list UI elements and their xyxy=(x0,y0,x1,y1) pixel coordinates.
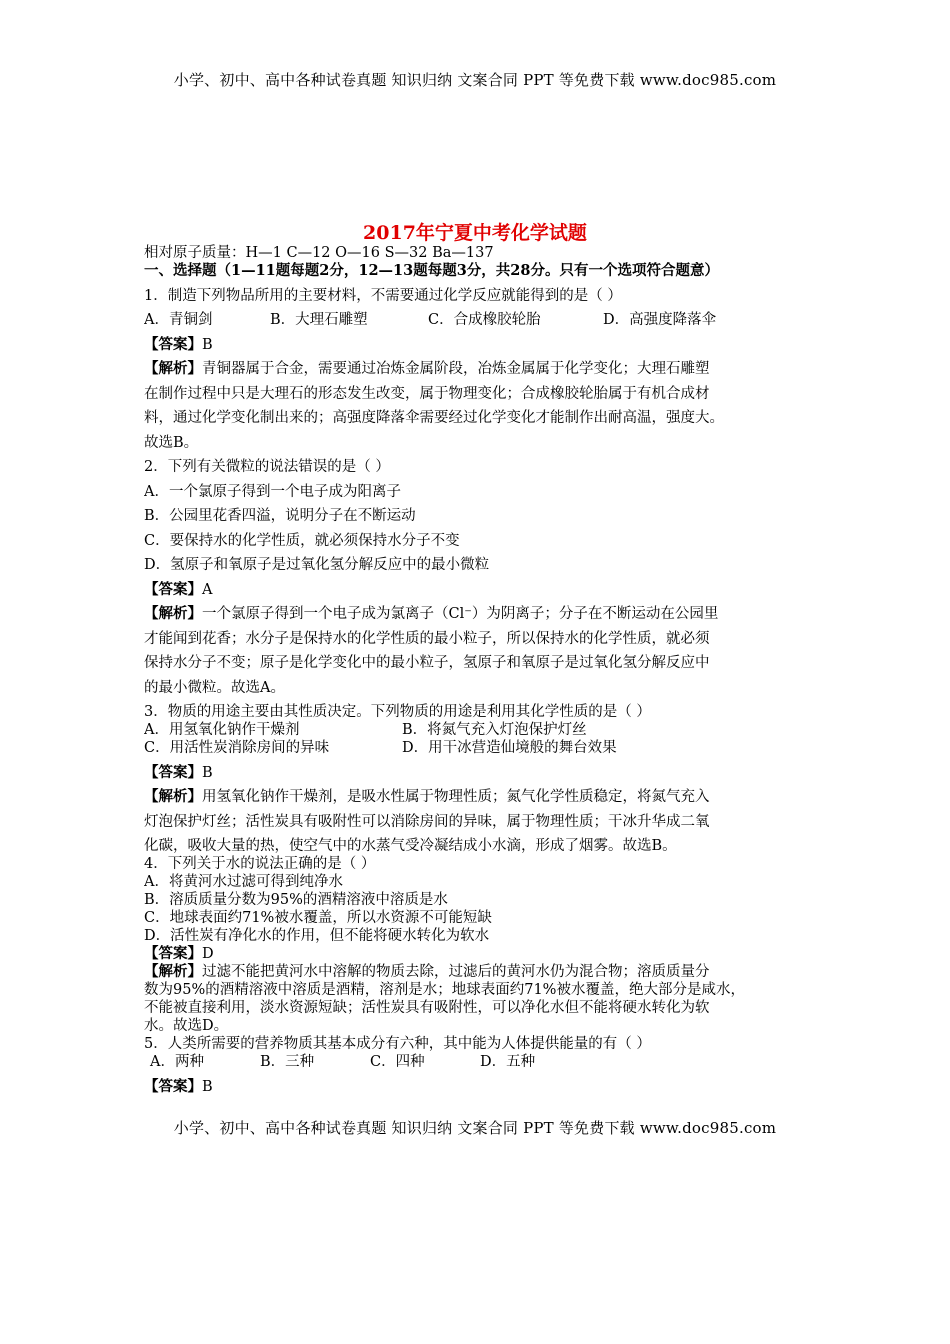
answer-tag: 【答案】 xyxy=(144,763,202,781)
analysis-text: 在制作过程中只是大理石的形态发生改变，属于物理变化；合成橡胶轮胎属于有机合成材 xyxy=(144,385,710,402)
analysis-text: 一个氯原子得到一个电子成为氯离子（Cl⁻）为阴离子；分子在不断运动在公园里 xyxy=(202,606,719,622)
answer-line xyxy=(144,945,824,963)
analysis-line xyxy=(144,605,824,623)
option-a: A．用氢氧化钠作干燥剂 xyxy=(144,722,300,738)
analysis-text: 用氢氧化钠作干燥剂，是吸水性属于物理性质；氮气化学性质稳定，将氮气充入 xyxy=(202,789,710,805)
exam-content xyxy=(144,244,824,1096)
option-c: C．合成橡胶轮胎 xyxy=(428,312,541,328)
analysis-text: 灯泡保护灯丝；活性炭具有吸附性可以消除房间的异味，属于物理性质；干冰升华成二氧 xyxy=(144,813,710,830)
question-2 xyxy=(144,458,824,697)
analysis-text: 料，通过化学变化制出来的；高强度降落伞需要经过化学变化才能制作出耐高温，强度大。 xyxy=(144,410,724,426)
analysis-text: 故选B。 xyxy=(144,434,199,451)
analysis-text: 才能闻到花香；水分子是保持水的化学性质的最小粒子，所以保持水的化学性质，就必须 xyxy=(144,630,710,647)
question-3 xyxy=(144,703,824,855)
question-stem: 5．人类所需要的营养物质其基本成分有六种，其中能为人体提供能量的有（ ） xyxy=(144,1036,651,1052)
analysis-text: 的最小微粒。故选A。 xyxy=(144,679,285,696)
answer-value: B xyxy=(202,1078,213,1095)
options-row xyxy=(144,1053,824,1071)
analysis-text: 保持水分子不变；原子是化学变化中的最小粒子，氢原子和氧原子是过氧化氢分解反应中 xyxy=(144,655,710,671)
option-a: A．两种 xyxy=(150,1054,204,1070)
option-d: D．活性炭有净化水的作用，但不能将硬水转化为软水 xyxy=(144,928,490,944)
analysis-tag: 【解析】 xyxy=(144,605,202,622)
analysis-line xyxy=(144,788,824,806)
analysis-tag: 【解析】 xyxy=(144,788,202,805)
option-d: D．五种 xyxy=(480,1054,536,1070)
question-stem: 3．物质的用途主要由其性质决定。下列物质的用途是利用其化学性质的是（ ） xyxy=(144,704,651,720)
question-stem: 2．下列有关微粒的说法错误的是（ ） xyxy=(144,459,390,475)
answer-line xyxy=(144,1078,824,1096)
answer-line xyxy=(144,764,824,782)
question-stem: 1．制造下列物品所用的主要材料，不需要通过化学反应就能得到的是（ ） xyxy=(144,287,622,304)
option-c: C．四种 xyxy=(370,1054,425,1070)
option-d: D．高强度降落伞 xyxy=(603,312,717,328)
option-b: B．公园里花香四溢，说明分子在不断运动 xyxy=(144,508,416,524)
option-b: B．溶质质量分数为95%的酒精溶液中溶质是水 xyxy=(144,892,448,908)
option-a: A．将黄河水过滤可得到纯净水 xyxy=(144,874,343,890)
analysis-line xyxy=(144,963,824,981)
option-c: C．地球表面约71%被水覆盖，所以水资源不可能短缺 xyxy=(144,910,492,926)
analysis-text: 水。故选D。 xyxy=(144,1018,229,1034)
page-header: 小学、初中、高中各种试卷真题 知识归纳 文案合同 PPT 等免费下载 www.doc985.com xyxy=(173,71,777,89)
option-b: B．将氮气充入灯泡保护灯丝 xyxy=(402,722,587,738)
question-4 xyxy=(144,855,824,1035)
analysis-text: 不能被直接利用，淡水资源短缺；活性炭具有吸附性，可以净化水但不能将硬水转化为软 xyxy=(144,1000,710,1016)
analysis-tag: 【解析】 xyxy=(144,963,202,980)
analysis-text: 数为95%的酒精溶液中溶质是酒精，溶剂是水；地球表面约71%被水覆盖，绝大部分是咸水， xyxy=(144,982,745,998)
option-b: B．三种 xyxy=(260,1054,315,1070)
analysis-tag: 【解析】 xyxy=(144,360,202,377)
page-footer: 小学、初中、高中各种试卷真题 知识归纳 文案合同 PPT 等免费下载 www.doc985.com xyxy=(173,1119,777,1137)
question-5 xyxy=(144,1035,824,1096)
answer-value: A xyxy=(202,581,213,598)
options-row xyxy=(144,739,824,757)
atomic-mass-line: 相对原子质量：H—1 C—12 O—16 S—32 Ba—137 xyxy=(144,245,494,261)
answer-tag: 【答案】 xyxy=(144,580,202,598)
answer-tag: 【答案】 xyxy=(144,335,202,353)
section-heading: 一、选择题（1—11题每题2分，12—13题每题3分，共28分。只有一个选项符合题意） xyxy=(144,262,719,279)
options-row xyxy=(144,721,824,739)
option-d: D．氢原子和氧原子是过氧化氢分解反应中的最小微粒 xyxy=(144,557,490,573)
option-c: C．用活性炭消除房间的异味 xyxy=(144,740,330,756)
analysis-text: 过滤不能把黄河水中溶解的物质去除，过滤后的黄河水仍为混合物；溶质质量分 xyxy=(202,964,710,980)
option-d: D．用干冰营造仙境般的舞台效果 xyxy=(402,740,617,756)
answer-value: B xyxy=(202,764,213,781)
question-stem: 4．下列关于水的说法正确的是（ ） xyxy=(144,856,376,872)
answer-line xyxy=(144,581,824,599)
option-a: A．青铜剑 xyxy=(144,312,213,328)
page-title: 2017年宁夏中考化学试题 xyxy=(363,222,587,244)
answer-tag: 【答案】 xyxy=(144,1077,202,1095)
analysis-text: 青铜器属于合金，需要通过冶炼金属阶段，冶炼金属属于化学变化；大理石雕塑 xyxy=(202,361,710,377)
answer-value: D xyxy=(202,946,214,962)
question-1 xyxy=(144,287,824,452)
option-a: A．一个氯原子得到一个电子成为阳离子 xyxy=(144,483,401,500)
answer-value: B xyxy=(202,336,213,353)
option-c: C．要保持水的化学性质，就必须保持水分子不变 xyxy=(144,532,460,549)
analysis-text: 化碳，吸收大量的热，使空气中的水蒸气受冷凝结成小水滴，形成了烟雾。故选B。 xyxy=(144,838,677,854)
analysis-line xyxy=(144,360,824,378)
answer-tag: 【答案】 xyxy=(144,945,202,962)
answer-line xyxy=(144,336,824,354)
option-b: B．大理石雕塑 xyxy=(270,312,368,328)
options-row xyxy=(144,311,824,329)
